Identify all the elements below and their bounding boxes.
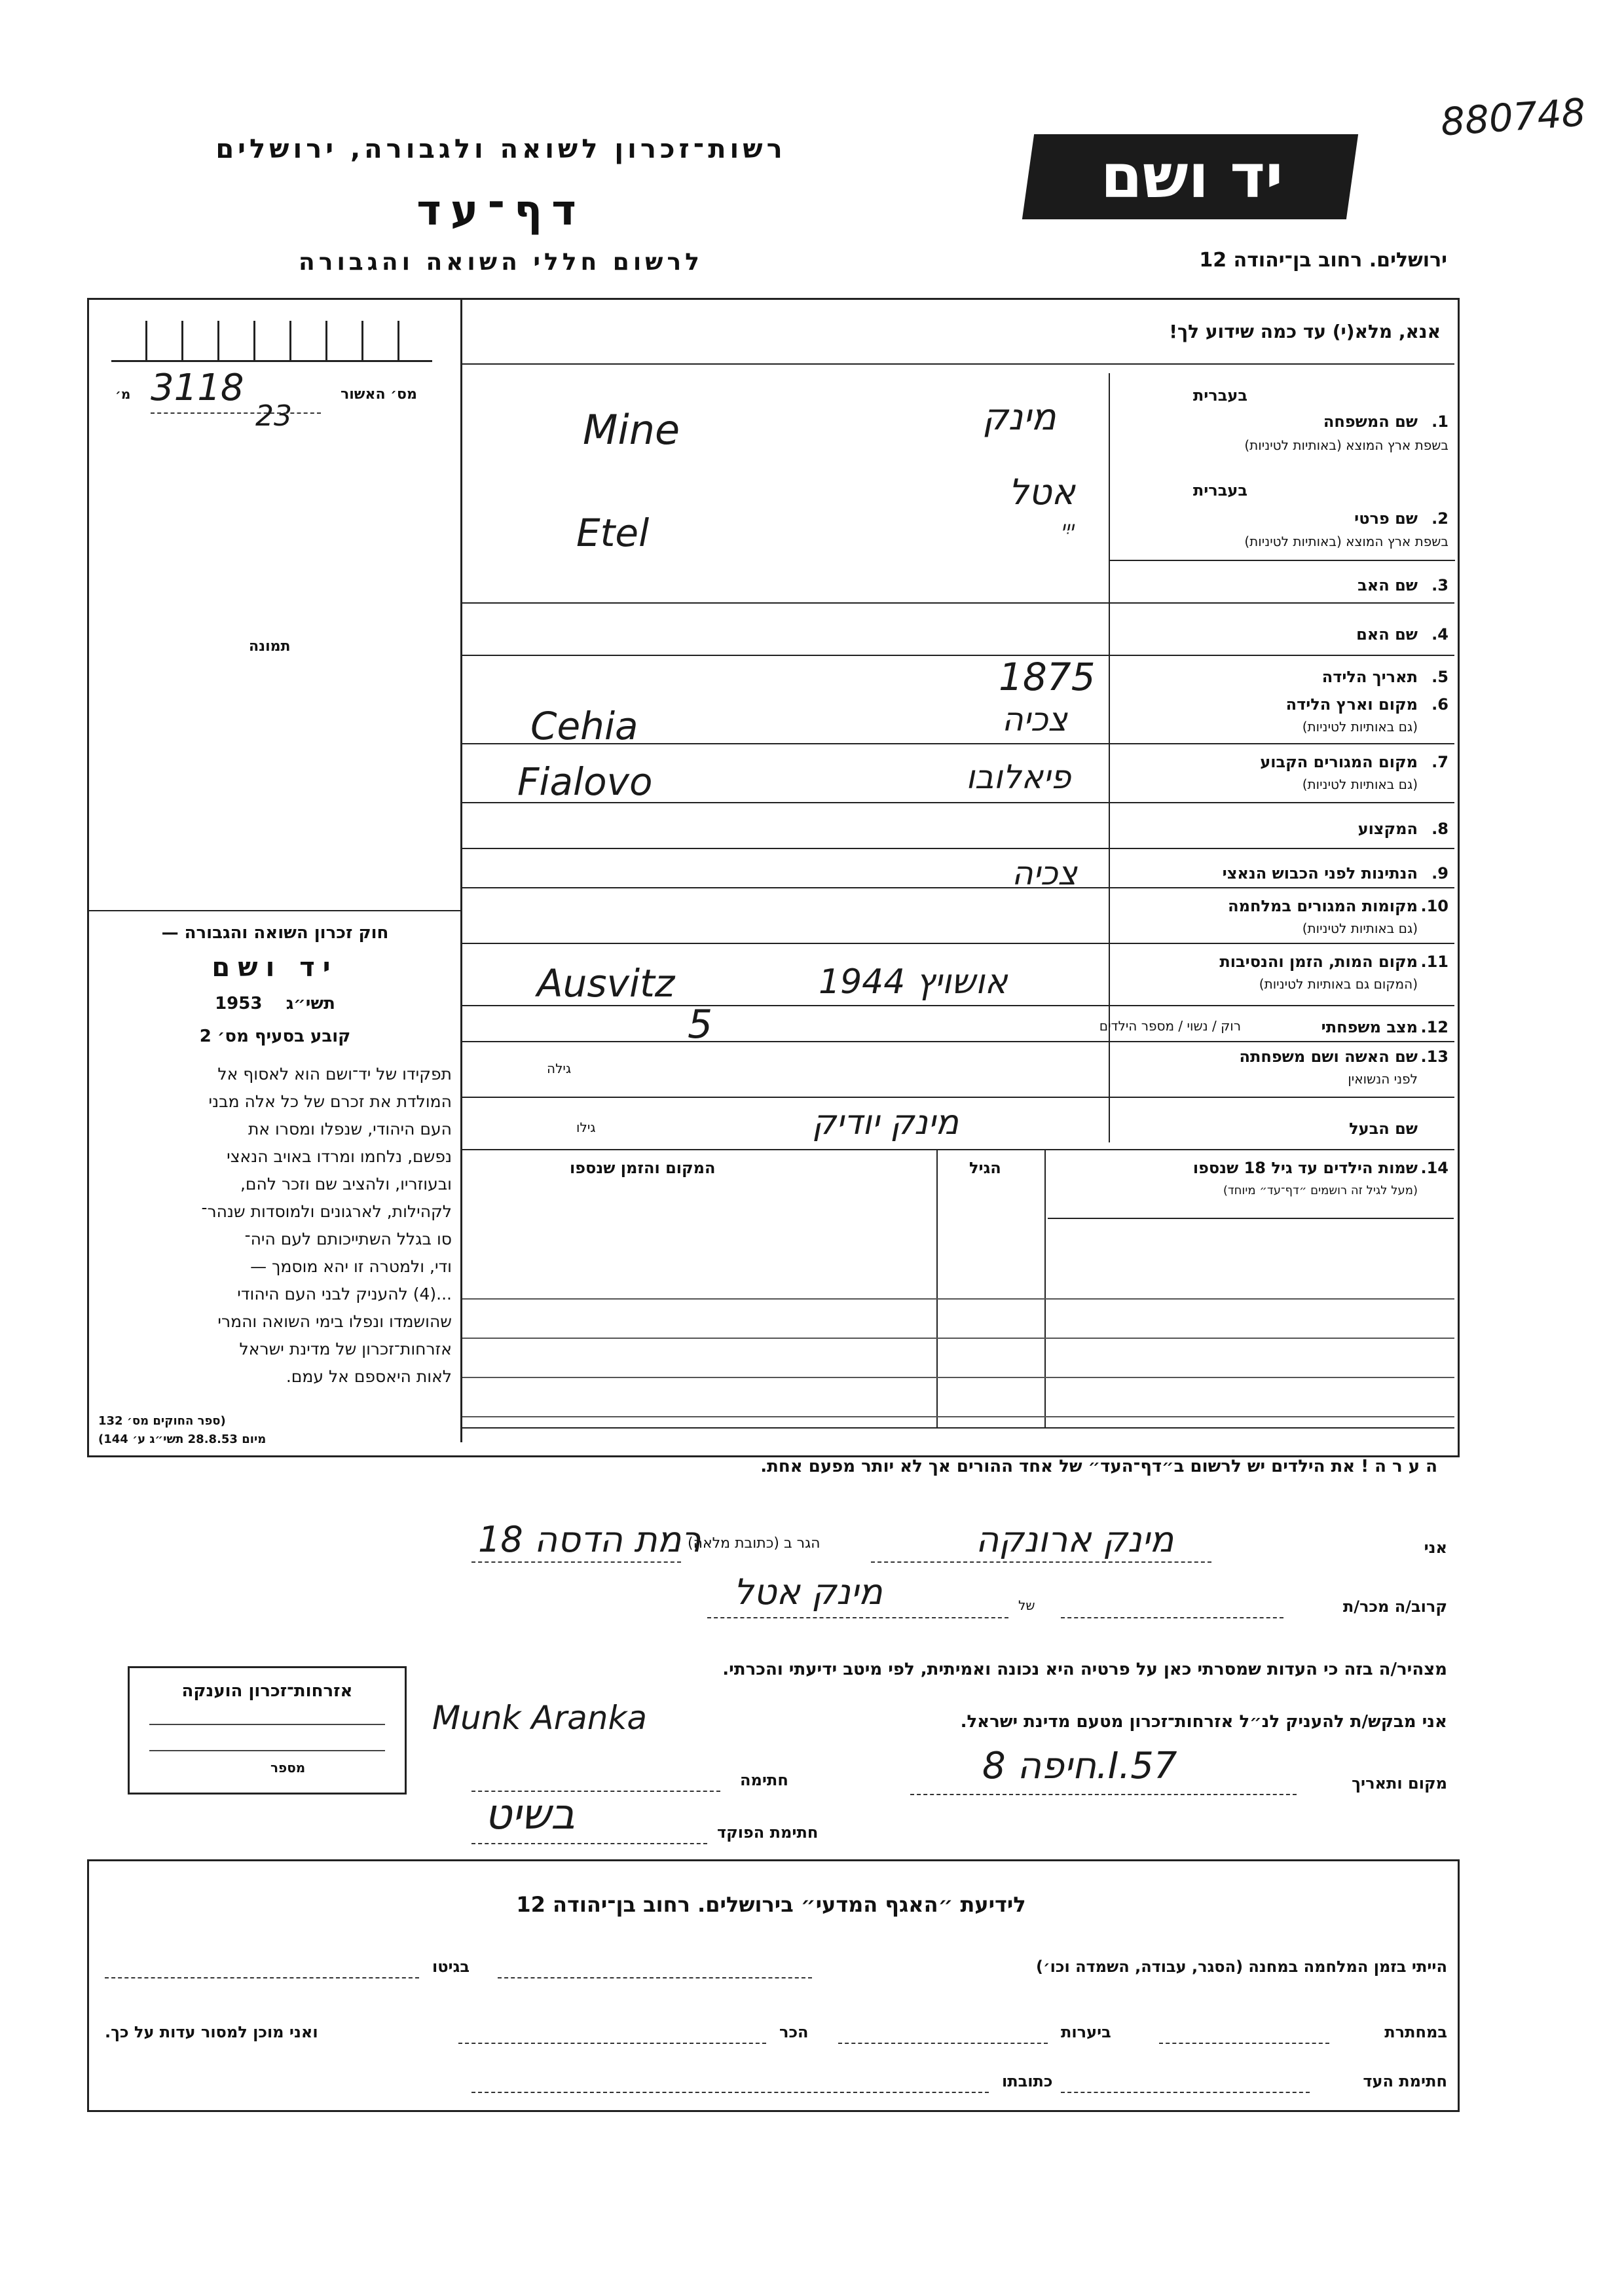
children-count: 5	[688, 1002, 713, 1048]
age-label: גילו	[576, 1120, 596, 1135]
hebrew-tag: בעברית	[1192, 386, 1247, 405]
field-number: 10.	[1420, 897, 1449, 915]
lives-label: הגר ב (כתובת מלאה)	[688, 1535, 821, 1552]
field-number: 11.	[1420, 953, 1449, 971]
field-number: 2.	[1431, 509, 1449, 528]
field-label: שם המשפחה	[1323, 412, 1418, 431]
field-label: מצב משפחתי	[1321, 1018, 1418, 1036]
field-number: 13.	[1420, 1048, 1449, 1066]
field-label: שמות הילדים עד גיל 18 שנספו	[1192, 1159, 1418, 1177]
law-footnote-2: מיום 28.8.53 תשי״ג ע׳ 144)	[98, 1432, 267, 1446]
legal-line: לאות היאספם אל עמם.	[286, 1367, 452, 1386]
legal-line: ובעוזריו, ולהציב שם וזכר להם,	[240, 1175, 452, 1194]
form-subtitle: לרשום חללי השואה והגבורה	[299, 249, 703, 276]
info-line3-b: כתובתו	[1002, 2072, 1053, 2090]
legal-line: נפשם, נלחמו ומרדו באויב הנאצי	[227, 1147, 452, 1166]
hebrew-tag: בעברית	[1192, 481, 1247, 500]
field-row-1	[1110, 373, 1454, 458]
field-number: 4.	[1431, 625, 1449, 644]
surname-latin: Mine	[583, 406, 680, 454]
age-label: גילה	[547, 1061, 572, 1076]
official-signature-label: חתימת הפוקד	[717, 1823, 819, 1842]
legal-line: אזרחות־זכרון של מדינת ישראל	[239, 1339, 452, 1358]
birthplace-hebrew: צכיה	[1002, 701, 1067, 738]
age-column: הגיל	[969, 1159, 1001, 1177]
place-column: המקום והזמן שנספו	[570, 1159, 716, 1177]
header-address: ירושלים. רחוב בן־יהודה 12	[1199, 249, 1447, 272]
field-label: תאריך הלידה	[1321, 668, 1418, 686]
info-line2-b: ביערות	[1061, 2023, 1111, 2041]
registration-suffix: 23	[255, 399, 292, 433]
death-place-latin: Ausvitz	[537, 961, 675, 1006]
request-text: אני מבקש/ת להעניק לנ״ל אזרחות־זכרון מטעם מדינת ישראל.	[960, 1712, 1447, 1732]
field-label: שם הבעל	[1349, 1120, 1418, 1138]
info-line2-c: הכר	[779, 2023, 809, 2041]
field-sub: (גם באותיות לטיניות)	[1302, 719, 1418, 735]
children-rows	[462, 1260, 1454, 1424]
field-sub: (גם באותיות לטיניות)	[1302, 776, 1418, 792]
registration-prefix: מ׳	[115, 386, 131, 402]
field-label: מקום וארץ הלידה	[1285, 695, 1418, 714]
field-number: 5.	[1431, 668, 1449, 686]
field-sub: בשפת ארץ המוצא (באותיות לטיניות)	[1244, 534, 1449, 549]
field-label: מקומות המגורים במלחמה	[1228, 897, 1418, 915]
law-year-row	[98, 994, 452, 1013]
birthplace-latin: Cehia	[530, 704, 638, 748]
declaration-text: מצהיר/ה בזה כי העדות שמסרתי כאן על פרטיה היא נכונה ואמיתית, לפי מיטב ידיעתי והכרתי.	[722, 1660, 1447, 1679]
field-number: 6.	[1431, 695, 1449, 714]
signature-label: חתימה	[740, 1771, 788, 1789]
legal-line: ...(4) להעניק לבני העם היהודי	[237, 1285, 452, 1303]
form-title: דף־עד	[416, 187, 585, 235]
legal-line: שהושמדו ונפלו בימי השואה והמרי	[217, 1312, 452, 1331]
info-title: לידיעת ״האגף המדעי״ בירושלים. רחוב בן־יהודה 12	[516, 1892, 1026, 1917]
info-line2-d: ואני מוכן למסור עדות על כך.	[105, 2023, 318, 2041]
request-signature: Munk Aranka	[432, 1699, 648, 1737]
legal-text	[98, 1061, 452, 1391]
field-number: 12.	[1420, 1018, 1449, 1036]
field-label: המקצוע	[1357, 820, 1418, 838]
institution-name: רשות־זכרון לשואה ולגבורה, ירושלים	[215, 134, 786, 164]
field-sub: (מעל לגיל זה רושמים ״דף־עד״ מיוחד)	[1223, 1184, 1418, 1197]
field-sub: (גם באותיות לטיניות)	[1302, 920, 1418, 936]
surname-hebrew: מינק	[982, 396, 1056, 439]
field-label: שם האב	[1357, 576, 1418, 594]
legal-line: ודי, ולמטרה זו יהא מוסמך —	[250, 1257, 452, 1276]
legal-line: לקהילות, לארגונים ולמוסדות שנהר־	[201, 1202, 452, 1221]
firstname-hebrew: אטל	[1008, 471, 1075, 513]
field-number: 14.	[1420, 1159, 1449, 1177]
residence-hebrew: פיאלובו	[966, 758, 1071, 796]
of-value: מינק אטל	[733, 1571, 883, 1613]
field-number: 1.	[1431, 412, 1449, 431]
intro-text: אנא, מלא(י) עד כמה שידוע לך!	[1169, 321, 1441, 342]
registration-number: 3118	[151, 367, 244, 409]
certificate-number: מספר	[270, 1760, 306, 1776]
field-row-2	[1110, 465, 1454, 556]
law-year: 1953	[215, 994, 263, 1013]
firstname-latin: Etel	[576, 511, 650, 555]
place-date-label: מקום ותאריך	[1352, 1774, 1447, 1793]
info-line1-b: בגיטו	[432, 1958, 470, 1976]
record-number: 880748	[1439, 90, 1587, 145]
registration-grid	[111, 321, 432, 362]
field-number: 3.	[1431, 576, 1449, 594]
law-year-heb: תשי״ג	[286, 994, 335, 1013]
info-line3-a: חתימת העד	[1363, 2072, 1447, 2090]
legal-line: סו בגלל השתייכותם לעם היה־	[244, 1230, 452, 1248]
declarant-name: מינק ארונקה	[976, 1519, 1174, 1560]
field-label: מקום המגורים הקבוע	[1260, 753, 1418, 771]
field-label: שם האשה ושם משפחתה	[1239, 1048, 1418, 1066]
field-number: 7.	[1431, 753, 1449, 771]
of-label: של	[1018, 1597, 1035, 1613]
logo-text: יד ושם	[1100, 141, 1283, 211]
note-text: ה ע ר ה ! את הילדים יש לרשום ב״דף־העד״ של אחד ההורים אך לא יותר מפעם אחת.	[760, 1457, 1437, 1476]
certificate-title: אזרחות־זכרון הוענקה	[181, 1681, 353, 1701]
field-label: מקום המות, הזמן והנסיבות	[1219, 953, 1418, 971]
law-section: קובע בסעיף מס׳ 2	[199, 1027, 351, 1046]
registration-label: מס׳ האשור	[341, 386, 417, 403]
marital-options: רוק / נשוי / מספר הילדים	[1099, 1018, 1241, 1034]
field-sub: בשפת ארץ המוצא (באותיות לטיניות)	[1244, 437, 1449, 453]
legal-line: העם היהודי, שנפלו ומסרו את	[248, 1120, 452, 1139]
field-label: שם האם	[1356, 625, 1418, 644]
residence-latin: Fialovo	[517, 759, 653, 804]
relative-label: קרוב/ה מכר/ת	[1342, 1597, 1447, 1616]
law-name: יד ושם	[212, 953, 339, 983]
field-sub: לפני הנשואין	[1348, 1071, 1418, 1087]
field-number: 8.	[1431, 820, 1449, 838]
firstname-hebrew-2: ייִי	[1061, 517, 1075, 540]
husband-name: מינק יודיק	[812, 1103, 959, 1142]
field-number: 9.	[1431, 864, 1449, 883]
law-title: חוק זכרון השואה והגבורה —	[161, 923, 389, 943]
legal-line: המולדת את זכרם של כל אלה מבני	[208, 1092, 452, 1111]
field-label: שם פרטי	[1354, 509, 1418, 528]
official-signature: בשיט	[485, 1791, 576, 1839]
citizenship-value: צכיה	[1012, 854, 1077, 892]
place-date-value: חיפה 8.I.57	[982, 1745, 1177, 1787]
field-label: הנתינות לפני הכבוש הנאצי	[1222, 864, 1418, 883]
info-line1-a: הייתי בזמן המלחמה במחנה (הסגר, עבודה, השמדה וכו׳)	[1036, 1958, 1447, 1976]
death-place-hebrew: אושויץ 1944	[819, 962, 1008, 1002]
certificate-box	[128, 1666, 407, 1795]
legal-line: תפקידו של יד־ושם הוא לאסוף אל	[217, 1065, 452, 1084]
law-footnote: (ספר החוקים מס׳ 132	[98, 1414, 226, 1428]
declarant-address: רמת הדסה 18	[478, 1519, 701, 1560]
birth-date: 1875	[999, 655, 1096, 699]
info-line2-a: במחתרת	[1384, 2023, 1447, 2041]
declarant-i: אני	[1424, 1539, 1447, 1557]
field-sub: (המקום גם באותיות לטיניות)	[1259, 976, 1418, 992]
photo-label: תמונה	[249, 638, 291, 655]
